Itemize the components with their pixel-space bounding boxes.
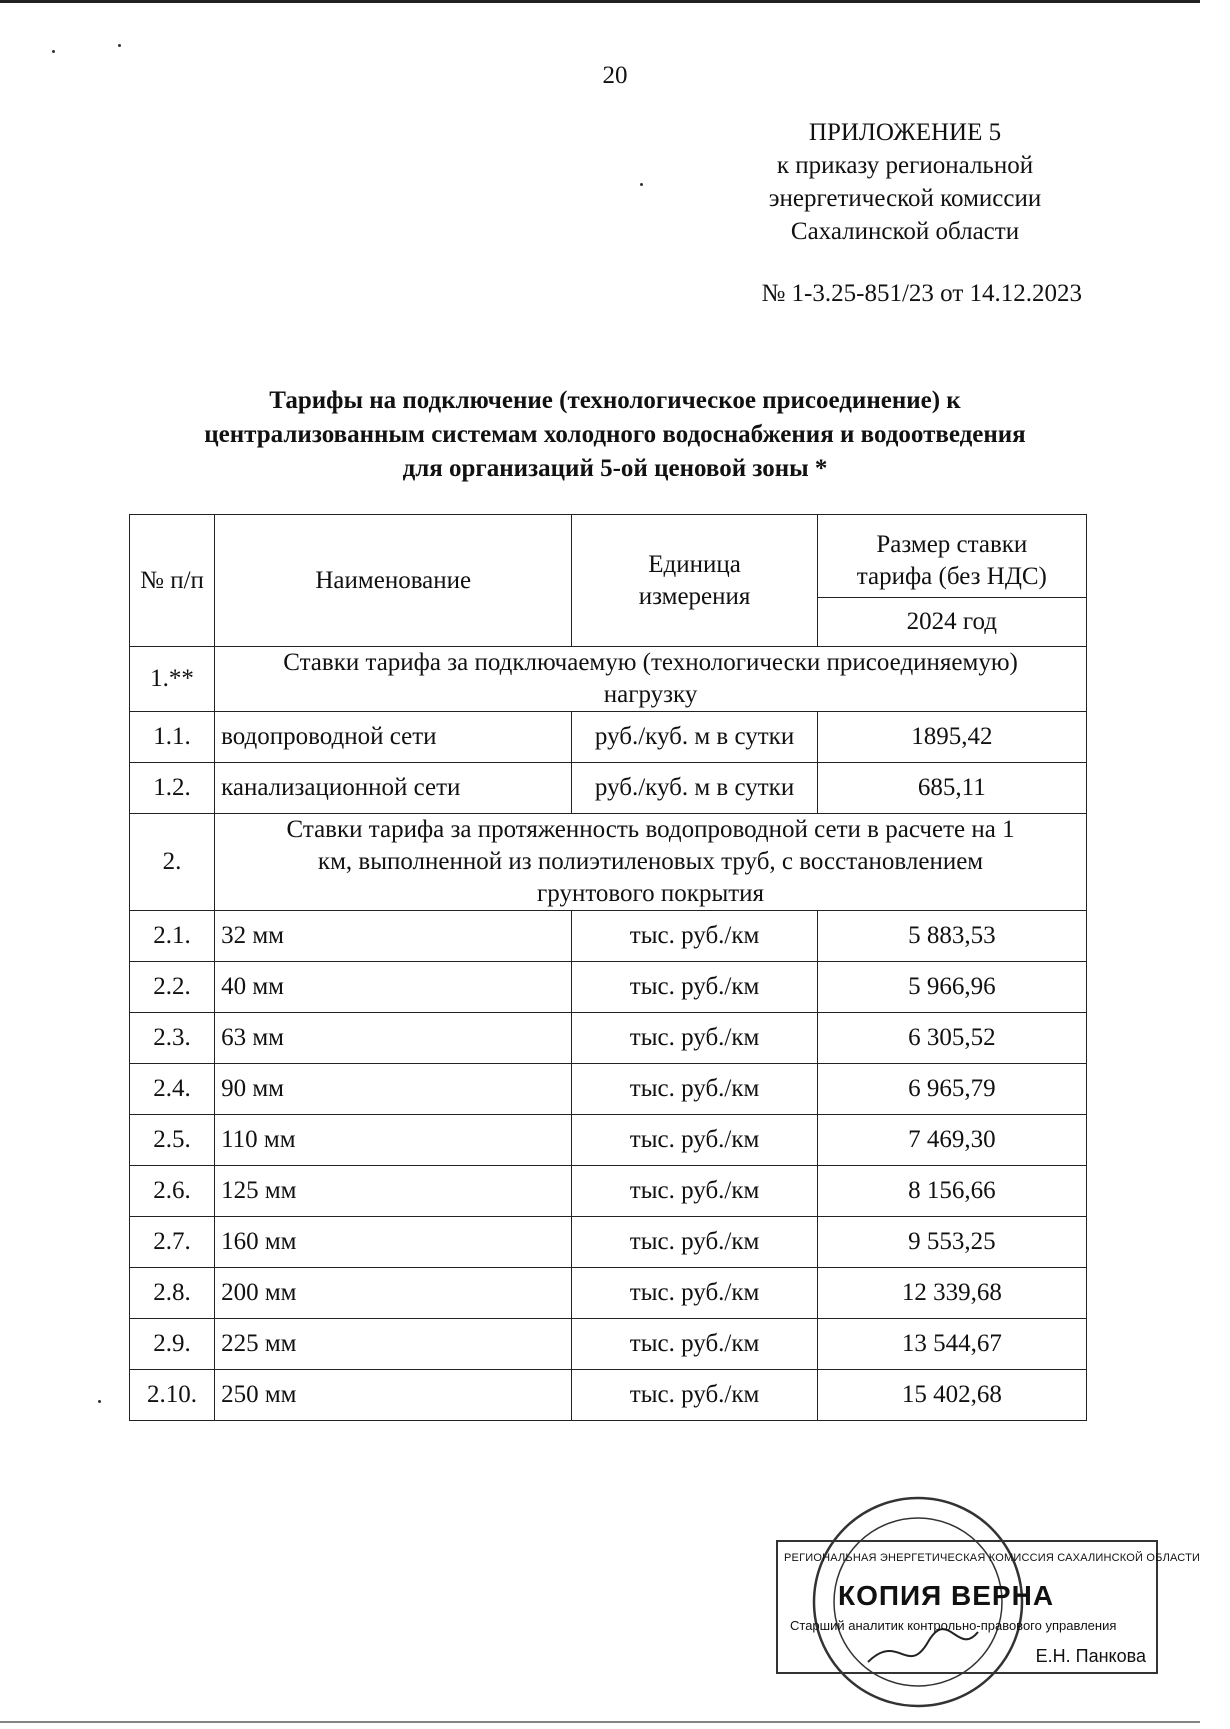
- row-unit: руб./куб. м в сутки: [572, 763, 817, 814]
- stamp-copy-text: КОПИЯ ВЕРНА: [838, 1580, 1055, 1611]
- table-header-row: [130, 515, 1087, 598]
- row-name: 200 мм: [215, 1268, 572, 1319]
- row-value: 12 339,68: [817, 1268, 1086, 1319]
- table-row: [130, 1319, 1087, 1370]
- appendix-line: Сахалинской области: [790, 218, 1020, 245]
- table-row: [130, 1217, 1087, 1268]
- header-unit-line: измерения: [638, 582, 751, 610]
- row-name: 125 мм: [215, 1166, 572, 1217]
- header-rate: [817, 515, 1086, 598]
- section-no: 1.**: [130, 647, 215, 712]
- row-no: 2.3.: [130, 1013, 215, 1064]
- row-no: 2.5.: [130, 1115, 215, 1166]
- row-unit: тыс. руб./км: [572, 911, 817, 962]
- header-rate-line: Размер ставки: [876, 531, 1028, 558]
- row-unit: тыс. руб./км: [572, 1064, 817, 1115]
- title-line: централизованным системам холодного водоснабжения и водоотведения: [204, 421, 1026, 448]
- scan-speck: [118, 44, 121, 47]
- row-name: 160 мм: [215, 1217, 572, 1268]
- header-no: № п/п: [130, 515, 215, 647]
- row-unit: тыс. руб./км: [572, 1115, 817, 1166]
- stamp-signatory: Е.Н. Панкова: [1035, 1646, 1146, 1666]
- row-value: 6 305,52: [817, 1013, 1086, 1064]
- header-rate-line: тарифа (без НДС): [856, 563, 1047, 590]
- table-row: [130, 712, 1087, 763]
- header-unit-line: Единица: [648, 550, 741, 578]
- row-value: 5 883,53: [817, 911, 1086, 962]
- row-name: 110 мм: [215, 1115, 572, 1166]
- top-scan-edge: [0, 0, 1200, 3]
- row-value: 5 966,96: [817, 962, 1086, 1013]
- page-number: 20: [602, 62, 628, 89]
- row-no: 2.8.: [130, 1268, 215, 1319]
- row-no: 2.2.: [130, 962, 215, 1013]
- row-value: 8 156,66: [817, 1166, 1086, 1217]
- row-no: 1.2.: [130, 763, 215, 814]
- header-year: 2024 год: [817, 598, 1086, 647]
- row-value: 1895,42: [817, 712, 1086, 763]
- row-unit: тыс. руб./км: [572, 962, 817, 1013]
- document-title: [130, 384, 1100, 486]
- table-row: [130, 1370, 1087, 1421]
- row-no: 2.9.: [130, 1319, 215, 1370]
- row-value: 15 402,68: [817, 1370, 1086, 1421]
- row-value: 7 469,30: [817, 1115, 1086, 1166]
- row-unit: тыс. руб./км: [572, 1013, 817, 1064]
- row-no: 2.6.: [130, 1166, 215, 1217]
- header-name: Наименование: [215, 515, 572, 647]
- row-name: 225 мм: [215, 1319, 572, 1370]
- section-no: 2.: [130, 814, 215, 911]
- row-no: 2.4.: [130, 1064, 215, 1115]
- title-line: для организаций 5-ой ценовой зоны *: [402, 455, 828, 482]
- table-row: [130, 1268, 1087, 1319]
- table-row: [130, 1166, 1087, 1217]
- table-row: [130, 962, 1087, 1013]
- row-name: канализационной сети: [215, 763, 572, 814]
- table-row: [130, 763, 1087, 814]
- section-title-line: грунтового покрытия: [537, 880, 765, 907]
- scan-speck: [98, 1400, 101, 1403]
- row-unit: тыс. руб./км: [572, 1268, 817, 1319]
- section-title-line: Ставки тарифа за подключаемую (технологически присоединяемую): [283, 649, 1018, 676]
- section-row: [130, 814, 1087, 911]
- row-value: 9 553,25: [817, 1217, 1086, 1268]
- row-value: 13 544,67: [817, 1319, 1086, 1370]
- section-title-line: нагрузку: [603, 681, 698, 708]
- section-title-line: Ставки тарифа за протяженность водопроводной сети в расчете на 1: [286, 816, 1015, 843]
- stamp-position: Старший аналитик контрольно-правового управления: [790, 1618, 1117, 1633]
- row-no: 2.10.: [130, 1370, 215, 1421]
- section-title: [215, 814, 1087, 911]
- scan-speck: [52, 50, 55, 53]
- row-name: 40 мм: [215, 962, 572, 1013]
- bottom-scan-edge: [0, 1721, 1200, 1723]
- appendix-line: энергетической комиссии: [768, 185, 1042, 212]
- row-name: водопроводной сети: [215, 712, 572, 763]
- section-row: [130, 647, 1087, 712]
- row-name: 90 мм: [215, 1064, 572, 1115]
- stamp-organization: РЕГИОНАЛЬНАЯ ЭНЕРГЕТИЧЕСКАЯ КОМИССИЯ САХАЛИНСКОЙ ОБЛАСТИ: [784, 1552, 1201, 1564]
- row-name: 32 мм: [215, 911, 572, 962]
- appendix-block: [700, 116, 1110, 248]
- row-name: 250 мм: [215, 1370, 572, 1421]
- header-unit: [572, 515, 817, 647]
- row-unit: тыс. руб./км: [572, 1166, 817, 1217]
- row-value: 685,11: [817, 763, 1086, 814]
- tariff-table: [129, 514, 1087, 1421]
- title-line: Тарифы на подключение (технологическое присоединение) к: [269, 387, 961, 414]
- table-row: [130, 1013, 1087, 1064]
- section-title: [215, 647, 1087, 712]
- row-name: 63 мм: [215, 1013, 572, 1064]
- section-title-line: км, выполненной из полиэтиленовых труб, с восстановлением: [317, 848, 984, 875]
- appendix-title: ПРИЛОЖЕНИЕ 5: [808, 119, 1002, 146]
- certification-stamp: [776, 1540, 1201, 1674]
- row-unit: руб./куб. м в сутки: [572, 712, 817, 763]
- appendix-line: к приказу региональной: [776, 152, 1034, 179]
- row-unit: тыс. руб./км: [572, 1319, 817, 1370]
- row-no: 2.7.: [130, 1217, 215, 1268]
- table-row: [130, 911, 1087, 962]
- scan-speck: [640, 183, 643, 186]
- order-number: № 1-3.25-851/23 от 14.12.2023: [761, 280, 1082, 307]
- table-row: [130, 1064, 1087, 1115]
- row-unit: тыс. руб./км: [572, 1217, 817, 1268]
- row-no: 1.1.: [130, 712, 215, 763]
- table-row: [130, 1115, 1087, 1166]
- row-value: 6 965,79: [817, 1064, 1086, 1115]
- row-unit: тыс. руб./км: [572, 1370, 817, 1421]
- row-no: 2.1.: [130, 911, 215, 962]
